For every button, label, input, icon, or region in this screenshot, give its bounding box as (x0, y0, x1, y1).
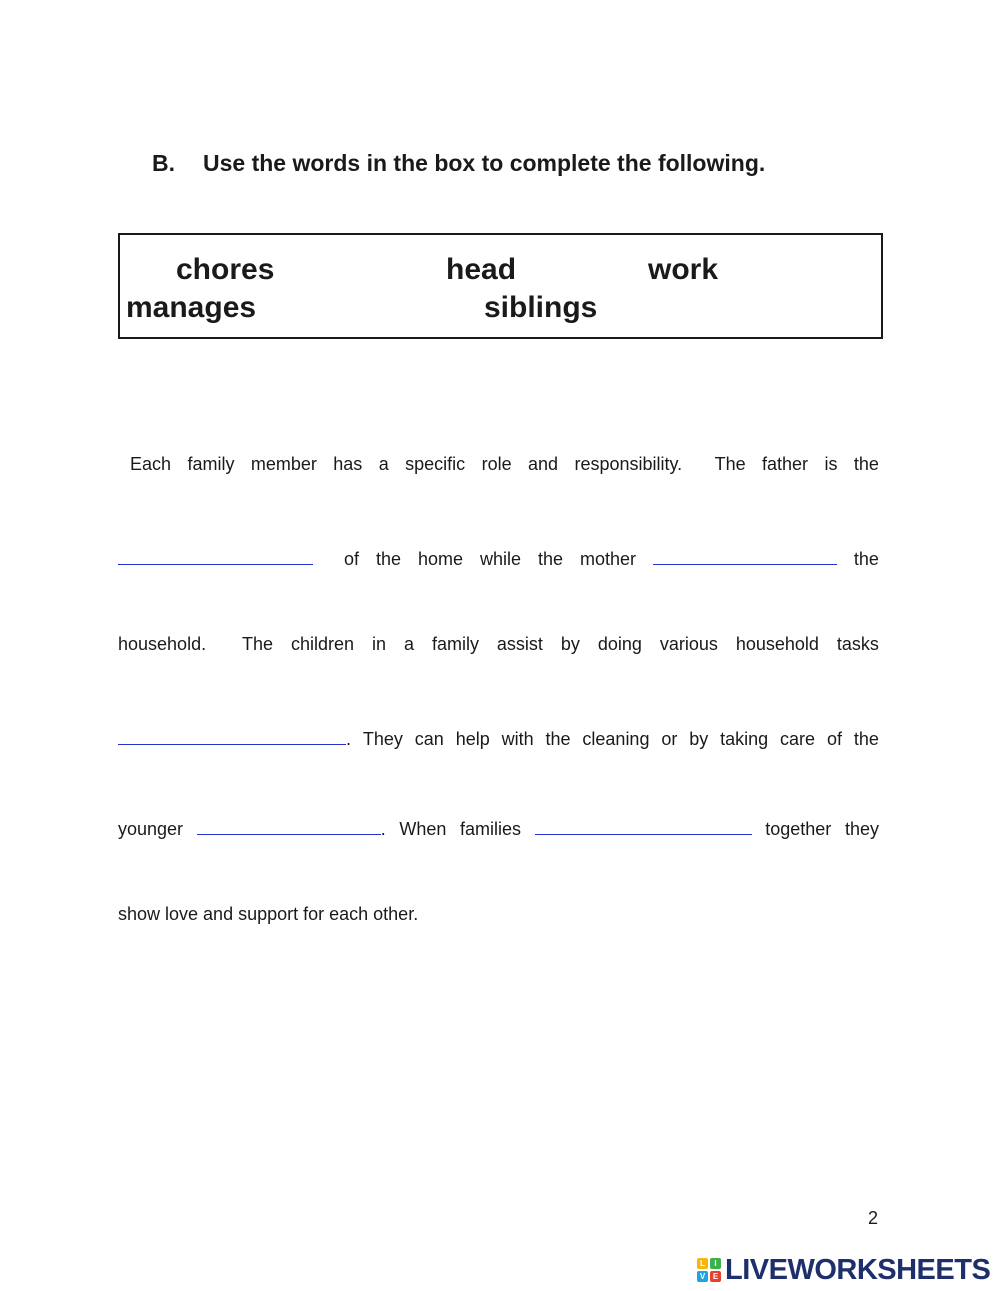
page-number: 2 (868, 1208, 879, 1228)
word: The (714, 454, 746, 474)
word: the (545, 729, 571, 749)
word: responsibility. (574, 454, 683, 474)
word: of (826, 729, 842, 749)
word: while (479, 549, 521, 569)
word: Each (130, 454, 172, 474)
word: member (250, 454, 317, 474)
word: the (853, 549, 879, 569)
logo-block: I (710, 1258, 721, 1269)
word: father (762, 454, 809, 474)
word: mother (579, 549, 636, 569)
word: help (455, 729, 490, 749)
logo-blocks-icon (697, 1258, 721, 1282)
blank-answer-4[interactable] (197, 814, 381, 835)
word: When (399, 819, 447, 839)
blank-with-period (118, 724, 351, 750)
word: the (537, 549, 563, 569)
paragraph-line-2 (118, 544, 879, 570)
word: household. (118, 634, 207, 654)
word-bank-box (118, 233, 883, 339)
word: household (735, 634, 819, 654)
logo-block: E (710, 1271, 721, 1282)
word: or (661, 729, 678, 749)
word-bank-item: manages (126, 291, 257, 324)
word: various (659, 634, 718, 654)
word: taking (720, 729, 769, 749)
word: can (414, 729, 444, 749)
section-letter: B. (152, 150, 175, 176)
word: family (431, 634, 479, 654)
word: families (459, 819, 521, 839)
word-bank-item: work (648, 253, 719, 286)
logo-block: V (697, 1271, 708, 1282)
paragraph-line-1 (118, 454, 879, 475)
liveworksheets-logo (697, 1254, 990, 1286)
word: doing (597, 634, 642, 654)
word: They (362, 729, 403, 749)
blank-answer-1[interactable] (118, 544, 313, 565)
section-heading (152, 150, 765, 177)
blank-answer-5[interactable] (535, 814, 752, 835)
word: they (844, 819, 879, 839)
word: the (375, 549, 401, 569)
paragraph-line-6: show love and support for each other. (118, 904, 419, 924)
word: role (481, 454, 512, 474)
blank-answer-2[interactable] (653, 544, 837, 565)
word: The (242, 634, 274, 654)
word: together (765, 819, 832, 839)
word: by (689, 729, 709, 749)
word: the (853, 454, 879, 474)
word-bank-item: siblings (484, 291, 598, 324)
word: in (372, 634, 387, 654)
word: has (333, 454, 363, 474)
word: a (378, 454, 389, 474)
logo-text: LIVEWORKSHEETS (725, 1253, 991, 1286)
word: tasks (836, 634, 879, 654)
word: specific (405, 454, 466, 474)
logo-block: L (697, 1258, 708, 1269)
word-bank-item: head (446, 253, 517, 286)
paragraph-line-4 (118, 724, 879, 750)
word: younger (118, 819, 184, 839)
word: the (853, 729, 879, 749)
blank-answer-3[interactable] (118, 724, 346, 745)
word: is (824, 454, 838, 474)
word: a (403, 634, 414, 654)
word: . (346, 729, 352, 749)
paragraph-line-5 (118, 814, 879, 840)
word: . (380, 819, 386, 839)
section-instruction: Use the words in the box to complete the following. (203, 150, 766, 176)
word-bank-item: chores (176, 253, 275, 286)
word: family (187, 454, 235, 474)
word: assist (496, 634, 543, 654)
word: by (560, 634, 580, 654)
word: and (528, 454, 559, 474)
word: cleaning (582, 729, 650, 749)
word: care (780, 729, 816, 749)
word: children (291, 634, 355, 654)
blank-with-period (197, 814, 386, 840)
paragraph-line-3 (118, 634, 879, 655)
word: of (343, 549, 359, 569)
word: with (501, 729, 534, 749)
word: home (417, 549, 463, 569)
